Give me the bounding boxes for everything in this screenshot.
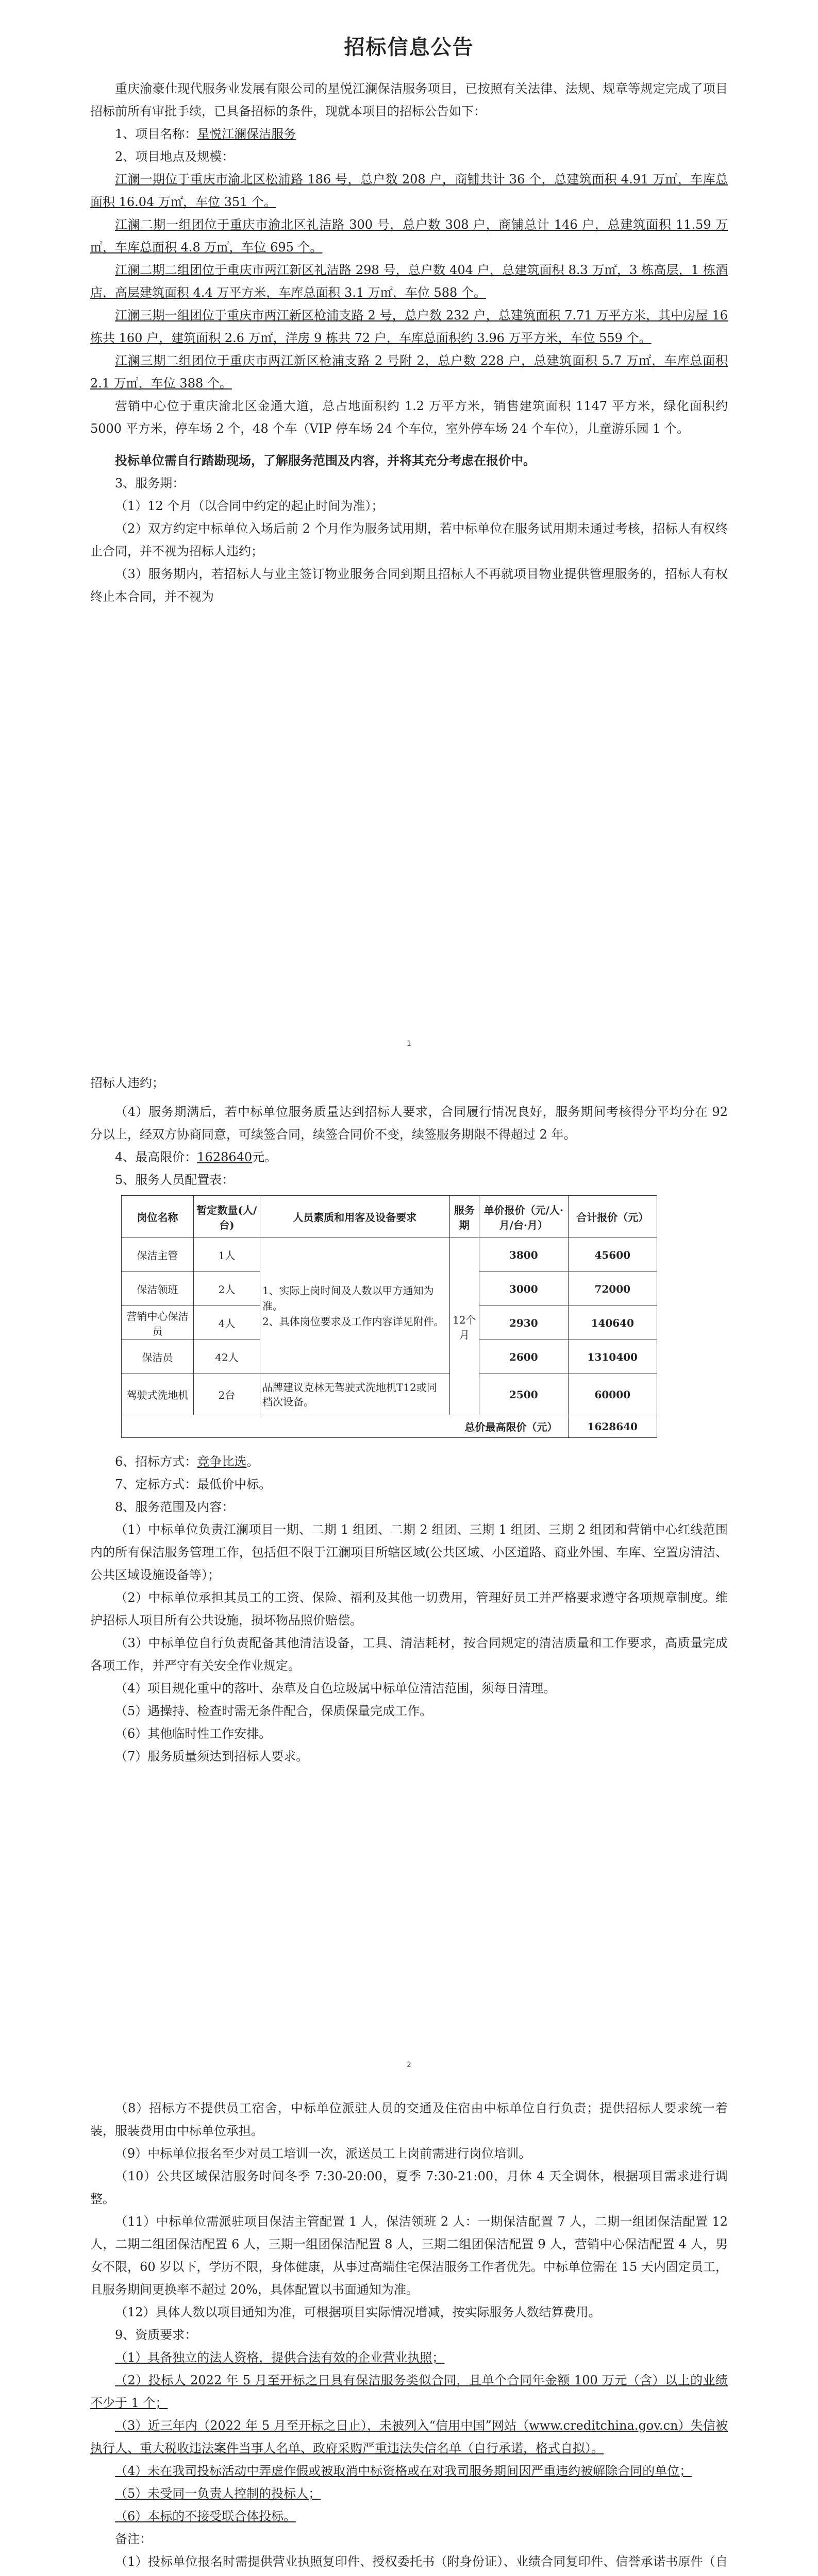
service-period-2: （2）双方约定中标单位入场后前 2 个月作为服务试用期，若中标单位在服务试用期未通过考核，招标人有权终止合同，并不视为招标人违约；: [90, 521, 728, 558]
service-scope-4: （4）项目规化重中的落叶、杂草及自色垃圾属中标单位清洁范围，须每日清理。: [115, 1681, 556, 1696]
table-total-row: [122, 1415, 657, 1438]
staffing-table-heading: 5、服务人员配置表：: [115, 1173, 235, 1187]
service-scope-11: （11）中标单位需派驻项目保洁主管配置 1 人，保洁领班 2 人：一期保洁配置 7 人，二期一组团保洁配置 12 人，二期二组团保洁配置 6 人，三期一组团保洁配置 8 人，三期二组团保洁配置 9 人，营销中心保洁配置 4 人，男女不限，60 岁以下，学历不限，身体健康，从事过高端住宅保洁服务工作者优先。中标单位需在 15 天内固定员工，且服务期间更换率不超过 20%，具体配置以书面通知为准。: [90, 2214, 728, 2297]
max-price-unit: 元。: [252, 1150, 277, 1164]
table-cell: 营销中心保洁员: [122, 1306, 194, 1340]
page-number: 1: [407, 1040, 411, 1048]
period-cell: 12个月: [449, 1238, 479, 1415]
project-name-label: 1、项目名称：: [115, 127, 197, 141]
note-1: （1）投标单位报名时需提供营业执照复印件、授权委托书（附身份证）、业绩合同复印件、信誉承诺书原件（自: [115, 2554, 728, 2569]
max-price-label: 4、最高限价：: [115, 1150, 197, 1164]
intro-paragraph: 重庆渝豪仕现代服务业发展有限公司的星悦江澜保洁服务项目，已按照有关法律、法规、规章等规定完成了项目招标前所有审批手续，已具备招标的条件，现就本项目的招标公告如下：: [90, 81, 728, 118]
max-price-value: 1628640: [197, 1150, 253, 1164]
table-cell: 45600: [568, 1238, 657, 1272]
table-cell: 2台: [193, 1374, 260, 1415]
service-period-1: （1）12 个月（以合同中约定的起止时间为准）；: [115, 499, 384, 513]
table-row: [122, 1238, 657, 1272]
project-name-line: [90, 123, 728, 145]
table-header: 合计报价（元）: [568, 1196, 657, 1238]
staffing-table: [121, 1195, 657, 1438]
project-name-value: 星悦江澜保洁服务: [197, 127, 296, 141]
table-cell: 60000: [568, 1374, 657, 1415]
table-cell: 保洁员: [122, 1340, 194, 1374]
section-page-2: [90, 1072, 728, 1768]
project-phase-1: 江澜一期位于重庆市渝北区松浦路 186 号，总户数 208 户，商铺共计 36 个，总建筑面积 4.91 万㎡，车库总面积 16.04 万㎡，车位 351 个。: [90, 172, 728, 209]
bid-method-end: 。: [246, 1454, 259, 1469]
table-cell: 2500: [479, 1374, 568, 1415]
service-period-3a: （3）服务期内，若招标人与业主签订物业服务合同到期且招标人不再就项目物业提供管理服务的，招标人有权终止本合同，并不视为: [90, 567, 728, 604]
table-cell: 保洁主管: [122, 1238, 194, 1272]
service-scope-1: （1）中标单位负责江澜项目一期、二期 1 组团、二期 2 组团、三期 1 组团、三期 2 组团和营销中心红线范围内的所有保洁服务管理工作，包括但不限于江澜项目所辖区域(公共区域、小区道路、商业外围、车库、空置房清洁、公共区域设施设备等）；: [90, 1522, 728, 1582]
table-cell: 140640: [568, 1306, 657, 1340]
service-scope-7: （7）服务质量须达到招标人要求。: [115, 1749, 309, 1764]
service-scope-10: （10）公共区域保洁服务时间冬季 7:30-20:00，夏季 7:30-21:00，月休 4 天全调休，根据项目需求进行调整。: [90, 2169, 728, 2206]
bid-method-label: 6、招标方式：: [115, 1454, 197, 1469]
section-intro: [90, 77, 728, 608]
table-cell: 1人: [193, 1238, 260, 1272]
table-cell: 72000: [568, 1272, 657, 1306]
page-number: 2: [407, 2061, 411, 2069]
qualification-2: （2）投标人 2022 年 5 月至开标之日具有保洁服务类似合同，且单个合同年金额 100 万元（含）以上的业绩不少于 1 个；: [90, 2373, 728, 2410]
qualification-1: （1）具备独立的法人资格，提供合法有效的企业营业执照；: [115, 2350, 445, 2365]
service-scope-5: （5）遇操持、检查时需无条件配合，保质保量完成工作。: [115, 1704, 432, 1718]
section-page-3: [90, 2097, 728, 2576]
table-row: [122, 1374, 657, 1415]
table-cell: 3800: [479, 1238, 568, 1272]
bid-method-line: [90, 1450, 728, 1473]
project-phase-2-group-2: 江澜二期二组团位于重庆市两江新区礼洁路 298 号，总户数 404 户，总建筑面积 8.3 万㎡，3 栋高层，1 栋酒店，高层建筑面积 4.4 万平方米，车库总面积 3.1 万㎡，车位 588 个。: [90, 263, 728, 300]
service-scope-6: （6）其他临时性工作安排。: [115, 1726, 272, 1741]
table-cell: 2930: [479, 1306, 568, 1340]
service-scope-12: （12）具体人数以项目通知为准，可根据项目实际情况增减，按实际服务人数结算费用。: [115, 2305, 601, 2319]
project-phase-3-group-1: 江澜三期一组团位于重庆市两江新区枪浦支路 2 号，总户数 232 户，总建筑面积 7.71 万平方米，其中房屋 16 栋共 160 户，建筑面积 2.6 万㎡，洋房 9 栋共 72 户，车库总面积约 3.96 万平方米，车位 559 个。: [90, 308, 728, 345]
award-method: 7、定标方式：最低价中标。: [115, 1477, 272, 1492]
table-cell: 42人: [193, 1340, 260, 1374]
max-price-line: [90, 1146, 728, 1168]
project-location-heading: 2、项目地点及规模：: [115, 149, 235, 164]
total-value: 1628640: [568, 1415, 657, 1438]
table-cell: 4人: [193, 1306, 260, 1340]
table-cell: 保洁领班: [122, 1272, 194, 1306]
project-phase-2-group-1: 江澜二期一组团位于重庆市渝北区礼洁路 300 号，总户数 308 户，商铺总计 146 户，总建筑面积 11.59 万㎡，车库总面积 4.8 万㎡，车位 695 个。: [90, 217, 728, 255]
table-header-row: [122, 1196, 657, 1238]
table-header: 单价报价（元/人·月/台·月）: [479, 1196, 568, 1238]
qualification-5: （5）未受同一负责人控制的投标人；: [115, 2486, 321, 2501]
table-header: 服务期: [449, 1196, 479, 1238]
service-scope-heading: 8、服务范围及内容：: [115, 1500, 235, 1514]
service-scope-8: （8）招标方不提供员工宿舍，中标单位派驻人员的交通及住宿由中标单位自行负责；提供招标人要求统一着装，服装费用由中标单位承担。: [90, 2101, 728, 2138]
note-label: 备注：: [115, 2532, 152, 2546]
table-header: 暂定数量(人/台): [193, 1196, 260, 1238]
project-phase-3-group-2: 江澜三期二组团位于重庆市两江新区枪浦支路 2 号附 2，总户数 228 户，总建筑面积 5.7 万㎡，车库总面积 2.1 万㎡，车位 388 个。: [90, 353, 728, 391]
qualification-heading: 9、资质要求：: [115, 2328, 197, 2342]
service-period-heading: 3、服务期：: [115, 476, 185, 490]
service-period-3b: 招标人违约；: [90, 1076, 164, 1090]
table-cell: 1310400: [568, 1340, 657, 1374]
machine-requirement-cell: 品牌建议克林无驾驶式洗地机T12或同档次设备。: [260, 1374, 449, 1415]
project-sales-center: 营销中心位于重庆渝北区金通大道，总占地面积约 1.2 万平方米，销售建筑面积 1147 平方米，绿化面积约 5000 平方米，停车场 2 个，48 个车（VIP 停车场 24 个车位，室外停车场 24 个车位），儿童游乐园 1 个。: [90, 399, 728, 436]
service-period-4: （4）服务期满后，若中标单位服务质量达到招标人要求，合同履行情况良好，服务期间考核得分平均分在 92 分以上，经双方协商同意，可续签合同，续签合同价不变，续签服务期限不得超过 2 年。: [90, 1105, 728, 1142]
qualification-3: （3）近三年内（2022 年 5 月至开标之日止），未被列入“信用中国”网站（www.creditchina.gov.cn）失信被执行人、重大税收违法案件当事人名单、政府采购严重违法失信名单（自行承诺，格式自拟）。: [90, 2418, 728, 2455]
page-title: 招标信息公告: [344, 36, 474, 59]
bid-method-value: 竞争比选: [197, 1454, 247, 1469]
total-label: 总价最高限价（元）: [122, 1415, 569, 1438]
service-scope-2: （2）中标单位承担其员工的工资、保险、福利及其他一切费用，管理好员工并严格要求遵守各项规章制度。维护招标人项目所有公共设施，损坏物品照价赔偿。: [90, 1590, 728, 1628]
table-cell: 驾驶式洗地机: [122, 1374, 194, 1415]
table-header: 岗位名称: [122, 1196, 194, 1238]
qualification-6: （6）本标的不接受联合体投标。: [115, 2509, 296, 2523]
table-cell: 2600: [479, 1340, 568, 1374]
service-scope-3: （3）中标单位自行负责配备其他清洁设备，工具、清洁耗材，按合同规定的清洁质量和工作要求，高质量完成各项工作，并严守有关安全作业规定。: [90, 1636, 728, 1673]
qualification-4: （4）未在我司投标活动中弄虚作假或被取消中标资格或在对我司服务期间因严重违约被解除合同的单位；: [115, 2464, 692, 2478]
requirements-cell: 1、实际上岗时间及人数以甲方通知为准。 2、具体岗位要求及工作内容详见附件。: [260, 1238, 449, 1374]
table-cell: 3000: [479, 1272, 568, 1306]
bid-note: 投标单位需自行踏勘现场，了解服务范围及内容，并将其充分考虑在报价中。: [115, 453, 536, 468]
title-block: [90, 31, 728, 60]
table-cell: 2人: [193, 1272, 260, 1306]
table-header: 人员素质和用客及设备要求: [260, 1196, 449, 1238]
service-scope-9: （9）中标单位报名至少对员工培训一次，派送员工上岗前需进行岗位培训。: [115, 2146, 531, 2161]
